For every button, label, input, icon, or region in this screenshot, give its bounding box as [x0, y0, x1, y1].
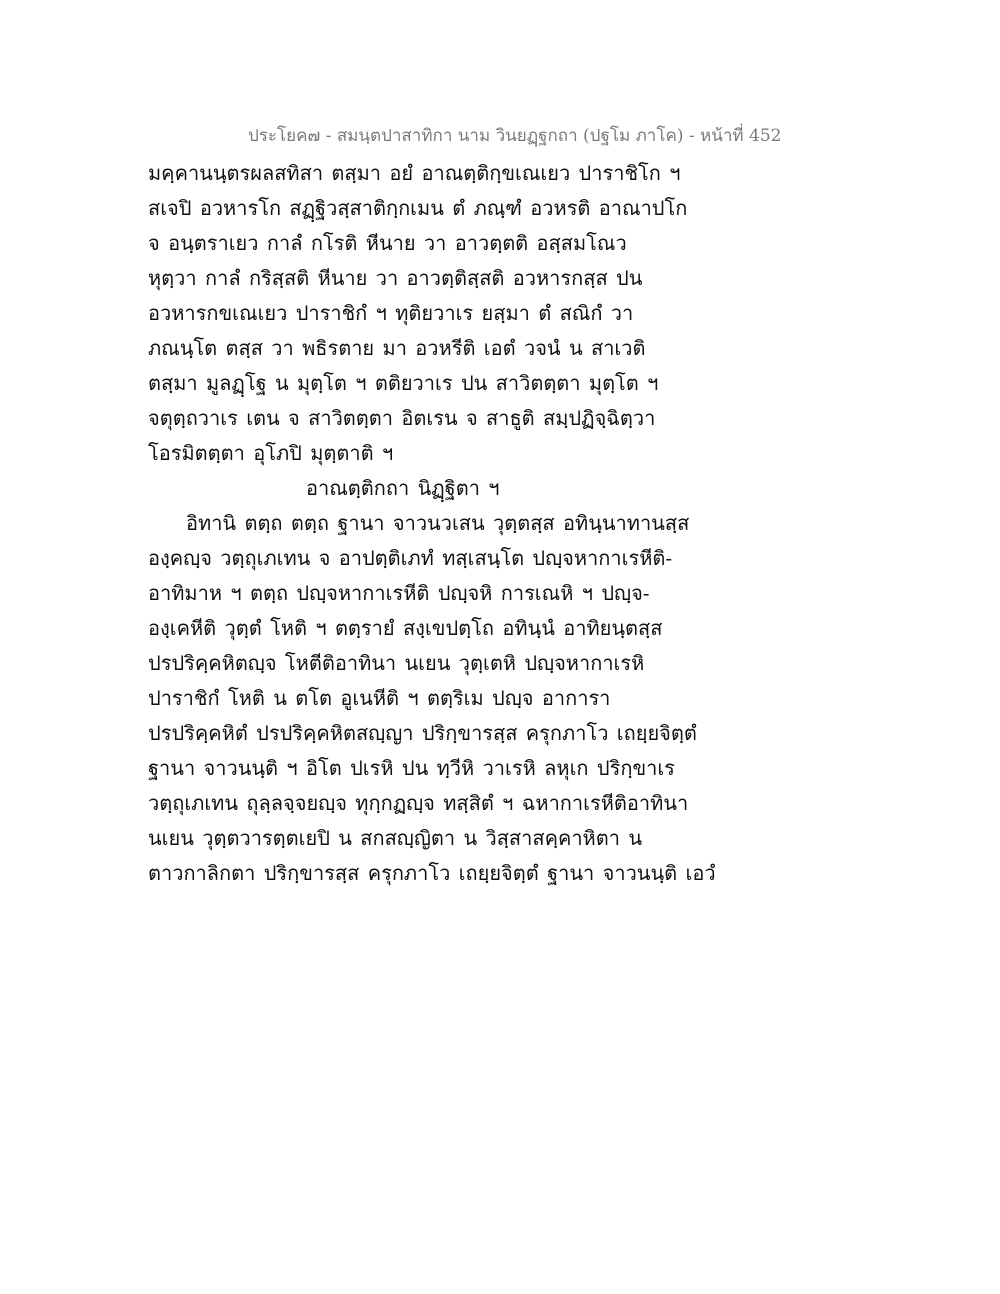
- text-line: จตุตฺถวาเร เตน จ สาวิตตฺตา อิตเรน จ สาธูติ สมฺปฏิจฺฉิตฺวา: [148, 406, 656, 430]
- text-line: นเยน วุตฺตวารตฺตเยปิ น สกสญฺญิตา น วิสฺสาสคฺคาหิตา น: [148, 826, 642, 850]
- text-line: ปาราชิกํ โหติ น ตโต อูเนหีติ ฯ ตตฺริเม ปญฺจ อาการา: [148, 686, 611, 710]
- text-line: ภณนฺโต ตสฺส วา พธิรตาย มา อวหรีติ เอตํ วจนํ น สาเวติ: [148, 336, 646, 360]
- text-line: มคฺคานนฺตรผลสทิสา ตสฺมา อยํ อาณตฺติกฺขเณเยว ปาราชิโก ฯ: [148, 161, 681, 185]
- paragraph-1: [148, 156, 868, 471]
- text-line: วตฺถุเภเทน ถุลฺลจฺจยญฺจ ทุกฺกฏญฺจ ทสฺสิตํ ฯ ฉหากาเรหีติอาทินา: [148, 791, 689, 815]
- text-line: โอรมิตตฺตา อุโภปิ มุตฺตาติ ฯ: [148, 441, 394, 465]
- text-line: อาทิมาห ฯ ตตฺถ ปญฺจหากาเรหีติ ปญฺจหิ การเณหิ ฯ ปญฺจ-: [148, 581, 650, 605]
- running-page-header: ประโยค๗ - สมนฺตปาสาทิกา นาม วินยฏฺฐกถา (ปฐโม ภาโค) - หน้าที่ 452: [248, 126, 782, 146]
- text-line: ปรปริคฺคหิตญฺจ โหตีติอาทินา นเยน วุตฺเตหิ ปญฺจหากาเรหิ: [148, 651, 645, 675]
- text-line: อิทานิ ตตฺถ ตตฺถ ฐานา จาวนวเสน วุตฺตสฺส อทินฺนาทานสฺส: [186, 511, 690, 535]
- text-line: ตสฺมา มูลฏฺโฐ น มุตฺโต ฯ ตติยวาเร ปน สาวิตตฺตา มุตฺโต ฯ: [148, 371, 659, 395]
- text-line: องฺคญฺจ วตฺถุเภเทน จ อาปตฺติเภทํ ทสฺเสนฺโต ปญฺจหากาเรหีติ-: [148, 546, 673, 570]
- text-line: สเจปิ อวหารโก สฏฺฐิวสฺสาติกฺกเมน ตํ ภณฺฑํ อวหรติ อาณาปโก: [148, 196, 688, 220]
- text-line: อวหารกขเณเยว ปาราชิกํ ฯ ทุติยวาเร ยสฺมา ตํ สณิกํ วา: [148, 301, 634, 325]
- text-line: หุตฺวา กาลํ กริสฺสติ หีนาย วา อาวตฺติสฺสติ อวหารกสฺส ปน: [148, 266, 643, 290]
- text-line: ฐานา จาวนนฺติ ฯ อิโต ปเรหิ ปน ทฺวีหิ วาเรหิ ลหุเก ปริกฺขาเร: [148, 756, 675, 780]
- paragraph-2: [148, 506, 868, 891]
- document-body: [148, 156, 868, 891]
- text-line: ตาวกาลิกตา ปริกฺขารสฺส ครุกภาโว เถยฺยจิตฺตํ ฐานา จาวนนฺติ เอวํ: [148, 861, 716, 885]
- section-title: อาณตฺติกถา นิฏฺฐิตา ฯ: [306, 476, 500, 500]
- text-line: ปรปริคฺคหิตํ ปรปริคฺคหิตสญฺญา ปริกฺขารสฺส ครุกภาโว เถยฺยจิตฺตํ: [148, 721, 697, 745]
- text-line: องฺเคหีติ วุตฺตํ โหติ ฯ ตตฺรายํ สงฺเขปตฺโถ อทินฺนํ อาทิยนฺตสฺส: [148, 616, 663, 640]
- text-line: จ อนฺตราเยว กาลํ กโรติ หีนาย วา อาวตฺตติ อสฺสมโณว: [148, 231, 627, 255]
